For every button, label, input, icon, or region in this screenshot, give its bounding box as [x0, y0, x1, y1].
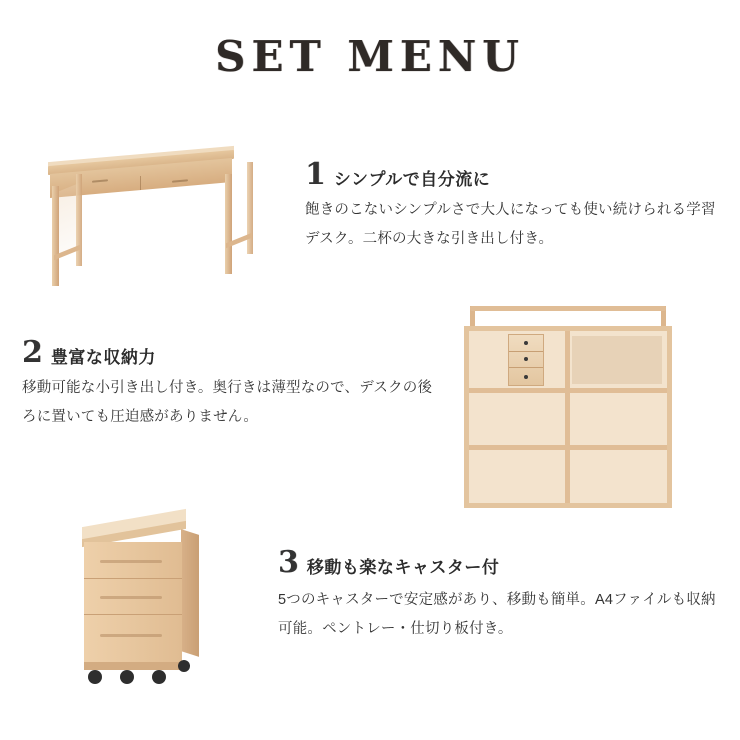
shelf-divider-vertical-1 — [565, 331, 570, 388]
cabinet-side-panel — [181, 529, 199, 657]
feature-2-body: 移動可能な小引き出し付き。奥行きは薄型なので、デスクの後ろに置いても圧迫感がありません。 — [22, 380, 433, 425]
feature-2-headline — [22, 335, 442, 370]
feature-1-number: 1 — [305, 157, 326, 192]
cabinet-drawer-handle-1 — [100, 560, 162, 563]
page-title: SET MENU — [215, 32, 525, 81]
cabinet-drawer-divider-2 — [84, 614, 182, 615]
shelf-small-drawer-1 — [509, 335, 543, 352]
open-shelf-photo — [462, 300, 677, 515]
cabinet-drawer-handle-3 — [100, 634, 162, 637]
caster-wheel-2 — [120, 670, 134, 684]
shelf-cell-top-right — [572, 336, 662, 384]
cabinet-base — [84, 662, 182, 670]
desk-leg-back-right — [247, 162, 253, 254]
cabinet-drawer-handle-2 — [100, 596, 162, 599]
feature-item-3 — [278, 545, 718, 644]
caster-wheel-3 — [152, 670, 166, 684]
feature-3-heading: 移動も楽なキャスター付 — [306, 558, 500, 577]
feature-item-1 — [305, 157, 725, 254]
desk-drawer-divider — [140, 176, 141, 190]
desk-leg-back-left — [76, 174, 82, 266]
shelf-divider-vertical-2 — [565, 393, 570, 445]
desk-leg-front-right — [225, 174, 232, 274]
shelf-small-drawer-unit — [508, 334, 544, 386]
feature-1-heading: シンプルで自分流に — [333, 170, 491, 189]
caster-wheel-1 — [88, 670, 102, 684]
shelf-top-rail — [470, 306, 666, 311]
feature-3-headline — [278, 545, 718, 580]
feature-1-headline — [305, 157, 725, 192]
cabinet-drawer-divider-1 — [84, 578, 182, 579]
feature-3-number: 3 — [278, 545, 299, 580]
feature-2-number: 2 — [22, 335, 43, 370]
caster-cabinet-photo — [78, 510, 203, 695]
study-desk-photo — [40, 140, 255, 305]
feature-3-body: 5つのキャスターで安定感があり、移動も簡単。A4ファイルも収納可能。ペントレー・仕切り板付き。 — [278, 592, 716, 637]
feature-1-body: 飽きのこないシンプルさで大人になっても使い続けられる学習デスク。二杯の大きな引き出し付き。 — [305, 202, 716, 247]
shelf-small-drawer-2 — [509, 352, 543, 369]
shelf-divider-vertical-3 — [565, 450, 570, 503]
shelf-small-drawer-3 — [509, 368, 543, 385]
feature-2-heading: 豊富な収納力 — [50, 348, 156, 367]
desk-leg-front-left — [52, 186, 59, 286]
feature-item-2 — [22, 335, 442, 432]
caster-wheel-4 — [178, 660, 190, 672]
